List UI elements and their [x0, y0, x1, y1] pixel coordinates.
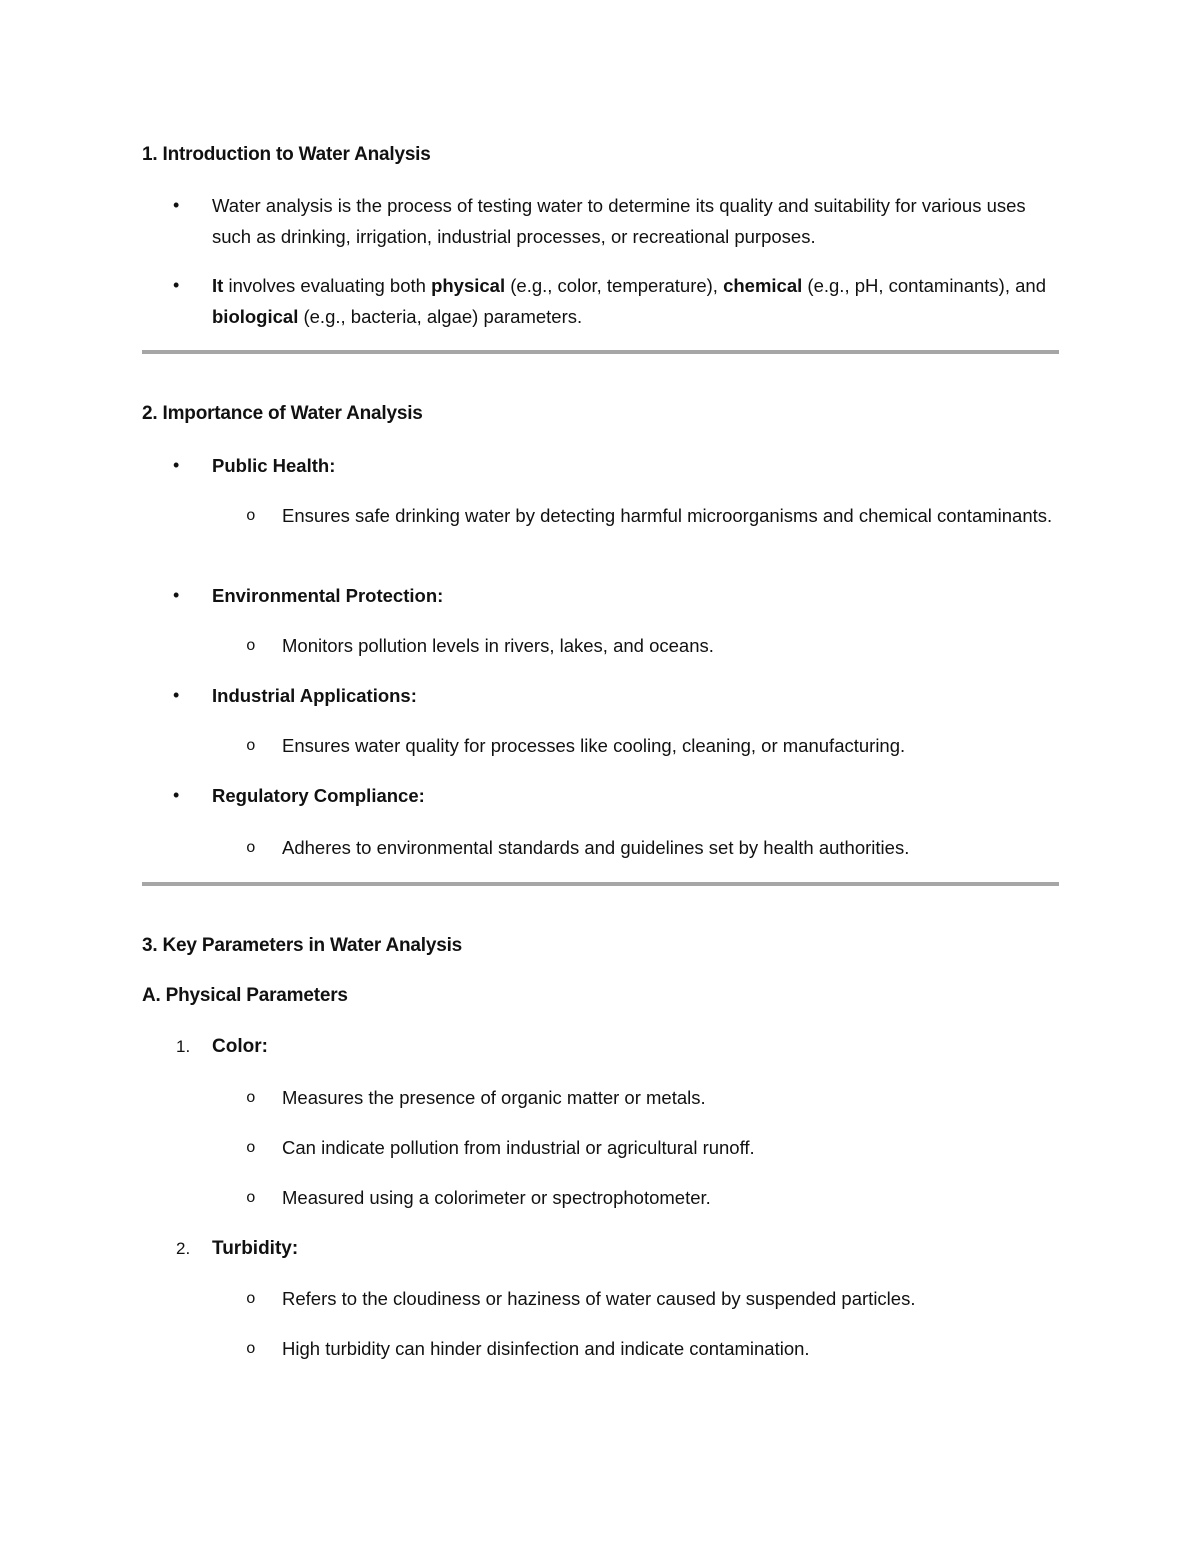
sub-bullet-marker: o	[246, 507, 256, 525]
turbidity-point-1	[246, 1283, 1062, 1314]
horizontal-rule	[142, 882, 1059, 886]
sub-bullet-marker: o	[246, 1089, 256, 1107]
section-3-heading: 3. Key Parameters in Water Analysis	[142, 935, 463, 956]
bullet-marker: •	[173, 785, 180, 805]
color-point-1	[246, 1082, 1062, 1113]
color-point-3	[246, 1182, 1062, 1213]
bullet-label: Industrial Applications:	[212, 685, 417, 706]
bullet-marker: •	[173, 685, 180, 705]
bullet-label: Regulatory Compliance:	[212, 785, 425, 806]
sub-bullet-text: Ensures safe drinking water by detecting harmful microorganisms and chemical contaminants.	[282, 505, 1053, 526]
horizontal-rule	[142, 350, 1059, 354]
color-point-2	[246, 1132, 1062, 1163]
section-2-sub-environmental-protection	[246, 630, 1062, 661]
sub-bullet-marker: o	[246, 1189, 256, 1207]
bullet-text-part: involves evaluating both	[223, 275, 432, 296]
bullet-marker: •	[173, 275, 180, 295]
section-1-heading: 1. Introduction to Water Analysis	[142, 144, 431, 165]
sub-bullet-text: Refers to the cloudiness or haziness of water caused by suspended particles.	[282, 1288, 916, 1309]
bullet-text: Water analysis is the process of testing water to determine its quality and suitability for various uses such as drinking, irrigation, industrial processes, or recreational purposes.	[212, 195, 1026, 247]
sub-bullet-text: Measures the presence of organic matter or metals.	[282, 1087, 706, 1108]
sub-bullet-text: Can indicate pollution from industrial or agricultural runoff.	[282, 1137, 755, 1158]
bullet-label: Public Health:	[212, 455, 336, 476]
numbered-item-label: Turbidity:	[212, 1238, 299, 1259]
turbidity-point-2	[246, 1333, 1062, 1364]
section-2-sub-industrial-applications	[246, 730, 1062, 761]
sub-bullet-marker: o	[246, 737, 256, 755]
section-2-sub-regulatory-compliance	[246, 832, 1062, 863]
section-1-bullet-2	[173, 270, 1062, 332]
sub-bullet-marker: o	[246, 1340, 256, 1358]
section-2-bullet-industrial-applications	[173, 680, 1062, 711]
sub-bullet-marker: o	[246, 839, 256, 857]
bullet-marker: •	[173, 455, 180, 475]
section-1-bullet-1	[173, 190, 1062, 252]
sub-bullet-marker: o	[246, 637, 256, 655]
bullet-text-it: It	[212, 275, 224, 296]
sub-bullet-text: High turbidity can hinder disinfection and indicate contamination.	[282, 1338, 810, 1359]
sub-bullet-marker: o	[246, 1290, 256, 1308]
section-3-subheading: A. Physical Parameters	[142, 985, 348, 1006]
term-chemical: chemical	[723, 275, 803, 296]
numbered-item-label: Color:	[212, 1036, 268, 1057]
bullet-text-part: (e.g., bacteria, algae) parameters.	[298, 306, 583, 327]
bullet-marker: •	[173, 585, 180, 605]
section-2-bullet-public-health	[173, 450, 1062, 481]
section-2-heading: 2. Importance of Water Analysis	[142, 403, 423, 424]
number-marker: 2.	[176, 1239, 191, 1258]
bullet-marker: •	[173, 195, 180, 215]
term-biological: biological	[212, 306, 299, 327]
section-2-bullet-regulatory-compliance	[173, 780, 1062, 811]
bullet-label: Environmental Protection:	[212, 585, 444, 606]
section-2-sub-public-health	[246, 500, 1062, 531]
sub-bullet-text: Measured using a colorimeter or spectrophotometer.	[282, 1187, 711, 1208]
bullet-text-part: (e.g., color, temperature),	[505, 275, 724, 296]
sub-bullet-text: Ensures water quality for processes like cooling, cleaning, or manufacturing.	[282, 735, 906, 756]
section-2-bullet-environmental-protection	[173, 580, 1062, 611]
numbered-item-color	[176, 1031, 268, 1062]
number-marker: 1.	[176, 1037, 191, 1056]
bullet-text-part: (e.g., pH, contaminants), and	[802, 275, 1046, 296]
sub-bullet-text: Adheres to environmental standards and guidelines set by health authorities.	[282, 837, 910, 858]
sub-bullet-marker: o	[246, 1139, 256, 1157]
numbered-item-turbidity	[176, 1233, 299, 1264]
term-physical: physical	[431, 275, 506, 296]
sub-bullet-text: Monitors pollution levels in rivers, lakes, and oceans.	[282, 635, 714, 656]
